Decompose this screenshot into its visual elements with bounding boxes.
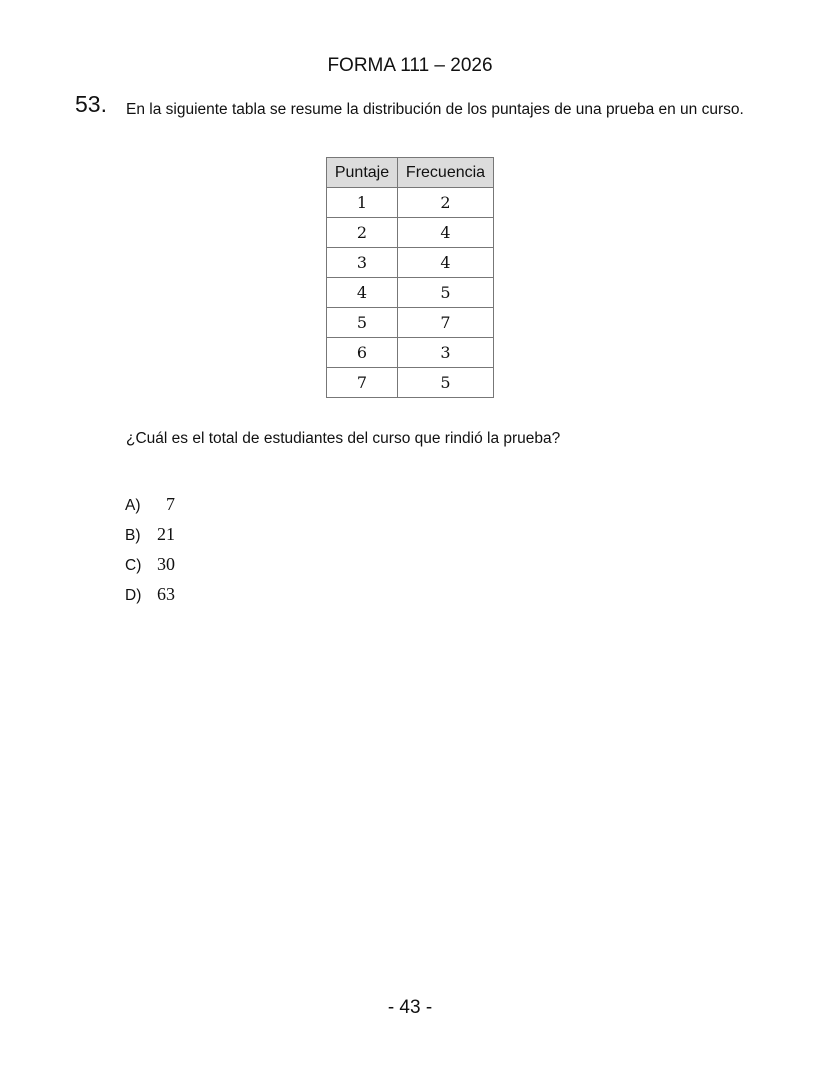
option-a[interactable] <box>125 494 175 515</box>
cell-frecuencia: 4 <box>398 248 494 278</box>
cell-frecuencia: 5 <box>398 368 494 398</box>
cell-frecuencia: 5 <box>398 278 494 308</box>
table-row <box>327 218 494 248</box>
column-header-frecuencia: Frecuencia <box>398 158 494 188</box>
cell-puntaje: 2 <box>327 218 398 248</box>
option-b[interactable] <box>125 524 175 545</box>
option-label: B) <box>125 527 141 544</box>
cell-puntaje: 1 <box>327 188 398 218</box>
cell-puntaje: 6 <box>327 338 398 368</box>
question-prompt: ¿Cuál es el total de estudiantes del curso que rindió la prueba? <box>126 430 561 447</box>
option-label: D) <box>125 587 142 604</box>
page-number: - 43 - <box>387 997 433 1018</box>
table-row <box>327 308 494 338</box>
table-row <box>327 278 494 308</box>
table-row <box>327 188 494 218</box>
question-number: 53. <box>75 91 107 117</box>
cell-frecuencia: 3 <box>398 338 494 368</box>
cell-puntaje: 4 <box>327 278 398 308</box>
column-header-puntaje: Puntaje <box>327 158 398 188</box>
option-label: A) <box>125 497 141 514</box>
option-c[interactable] <box>125 554 175 575</box>
table-row <box>327 248 494 278</box>
cell-puntaje: 5 <box>327 308 398 338</box>
page-header: FORMA 111 – 2026 <box>327 55 493 76</box>
table-row <box>327 338 494 368</box>
question-stem: En la siguiente tabla se resume la distribución de los puntajes de una prueba en un curso. <box>126 101 744 118</box>
option-value: 30 <box>157 554 175 574</box>
option-d[interactable] <box>125 584 175 605</box>
option-value: 63 <box>157 584 175 604</box>
option-value: 21 <box>157 524 175 544</box>
cell-puntaje: 3 <box>327 248 398 278</box>
frequency-table <box>326 157 494 398</box>
cell-puntaje: 7 <box>327 368 398 398</box>
option-label: C) <box>125 557 142 574</box>
cell-frecuencia: 4 <box>398 218 494 248</box>
table-row <box>327 368 494 398</box>
table-header-row <box>327 158 494 188</box>
option-value: 7 <box>166 494 175 514</box>
cell-frecuencia: 2 <box>398 188 494 218</box>
cell-frecuencia: 7 <box>398 308 494 338</box>
